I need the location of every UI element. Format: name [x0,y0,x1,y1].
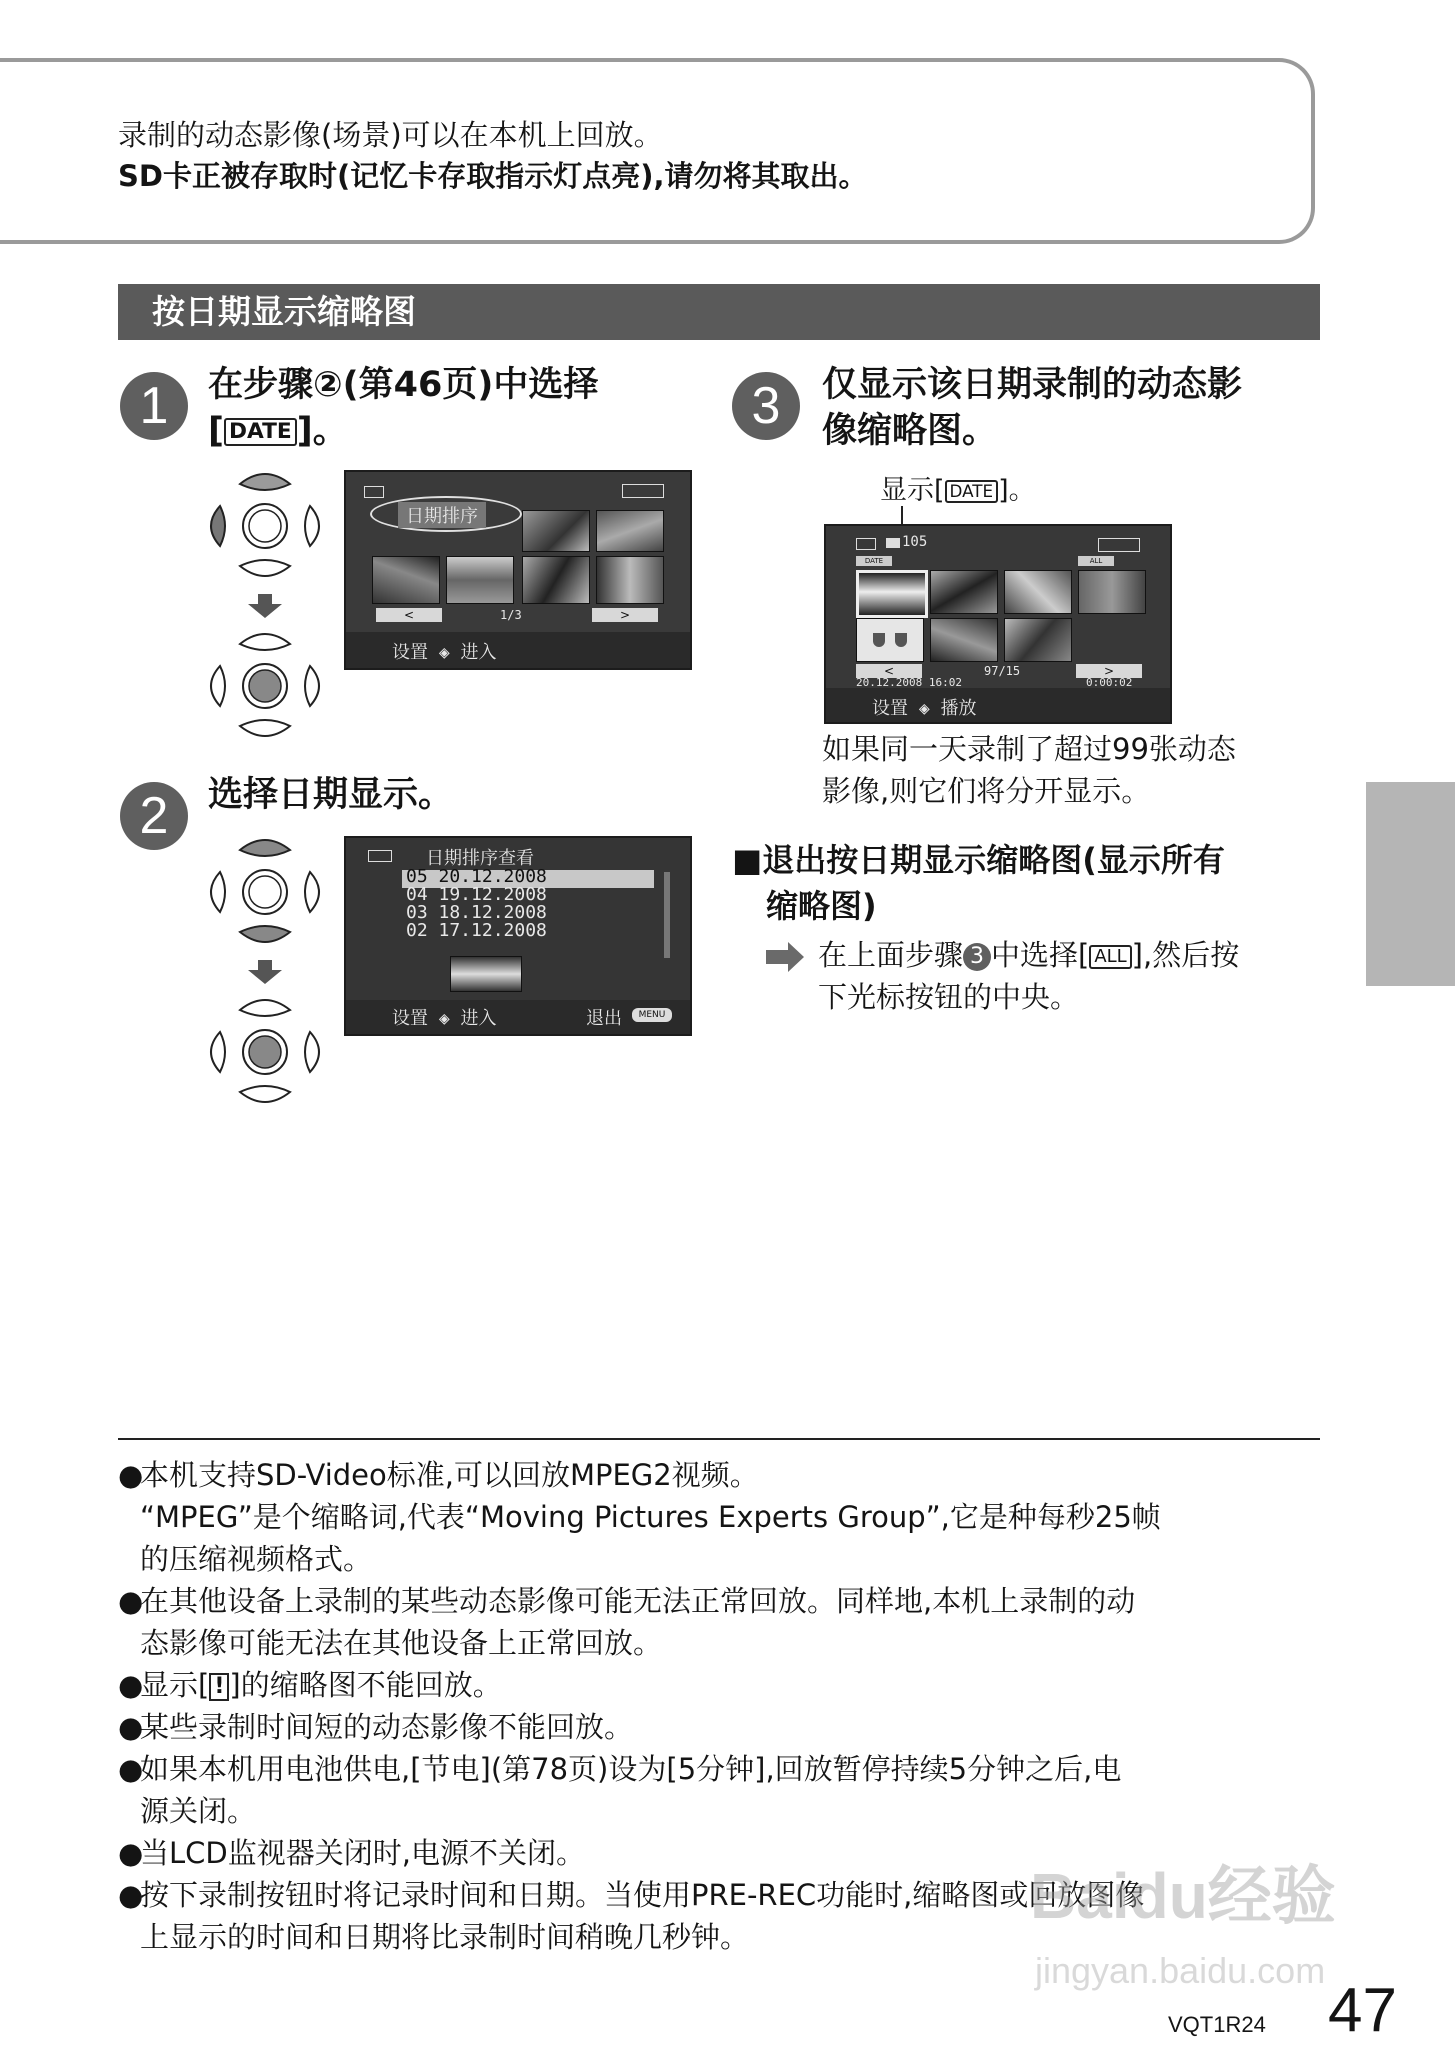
scrollbar[interactable] [664,872,670,958]
cursor-pad-center-pressed [211,634,319,736]
screen2-footer-left: 设置 ◈ 进入 [392,1008,497,1029]
intro-line-2: SD卡正被存取时(记忆卡存取指示灯点亮),请勿将其取出。 [118,159,868,193]
step-1-text-line1: 在步骤②(第46页)中选择 [208,365,599,405]
note-item-continued: 的压缩视频格式。 [140,1542,373,1576]
menu-button-icon: MENU [632,1008,672,1022]
note-item: ●某些录制时间短的动态影像不能回放。 [118,1710,634,1744]
notes-divider [118,1438,1320,1440]
watermark-url: jingyan.baidu.com [1035,1950,1326,1991]
step-1-number: 1 [120,372,188,440]
section-header [118,284,1320,340]
step-3-note-line2: 影像,则它们将分开显示。 [822,774,1151,808]
screen1-footer: 设置 ◈ 进入 [392,642,497,663]
note-item: ●在其他设备上录制的某些动态影像可能无法正常回放。同样地,本机上录制的动 [118,1584,1136,1618]
next-page-button[interactable]: > [592,608,658,622]
step-3-number: 3 [732,372,800,440]
recording-datetime: 20.12.2008 16:02 [856,676,962,689]
note-item-continued: “MPEG”是个缩略词,代表“Moving Pictures Experts Group”,它是种每秒25帧 [140,1500,1161,1534]
step-1-text-line2: [ DATE ]。 [208,411,348,451]
date-view-icon [368,850,392,862]
page-indicator: 1/3 [500,608,522,622]
battery-icon [622,484,664,498]
date-icon: DATE [224,418,297,447]
all-tag[interactable]: ALL [1078,556,1114,566]
date-icon: DATE [945,480,999,503]
arrow-down-icon [248,960,282,984]
chapter-tab [1366,782,1455,986]
recording-time: 0:00:02 [1086,676,1133,689]
screen2-footer-right: 退出 [586,1008,622,1029]
note-item-continued: 源关闭。 [140,1794,257,1828]
prev-page-button[interactable]: < [376,608,442,622]
step-3-text-line1: 仅显示该日期录制的动态影 [822,365,1243,405]
step-3-note-line1: 如果同一天录制了超过99张动态 [822,732,1236,766]
date-tag: DATE [856,556,892,566]
cursor-pad-left-pressed [211,474,319,576]
cursor-pad-diagram-2 [200,832,330,1122]
section-title: 按日期显示缩略图 [152,292,416,331]
exit-title-line2: 缩略图) [766,887,877,925]
note-item: ●当LCD监视器关闭时,电源不关闭。 [118,1836,585,1870]
watermark-brand: Baidu经验 [1030,1860,1336,1932]
warning-icon: ! [209,1673,229,1701]
lcd-screen-3 [824,524,1172,724]
intro-line-1: 录制的动态影像(场景)可以在本机上回放。 [118,118,663,152]
cursor-pad-up-pressed [211,840,319,942]
battery-icon [1098,538,1140,552]
document-code: VQT1R24 [1168,2012,1266,2037]
date-list-row[interactable]: 04 19.12.2008 [406,884,547,905]
arrow-right-icon [766,942,806,972]
arrow-down-icon [248,594,282,618]
step-3-ref-icon: 3 [963,943,991,971]
next-page-button[interactable]: > [1076,664,1142,678]
scene-count: 105 [902,534,928,550]
play-mode-icon [856,538,876,550]
cursor-pad-diagram-1 [200,466,330,756]
note-item: ●按下录制按钮时将记录时间和日期。当使用PRE-REC功能时,缩略图或回放图像 [118,1878,1145,1912]
date-list-row[interactable]: 03 18.12.2008 [406,902,547,923]
lcd-screen-2 [344,836,692,1036]
step-3-text-line2: 像缩略图。 [822,411,998,451]
note-item-continued: 上显示的时间和日期将比录制时间稍晚几秒钟。 [140,1920,750,1954]
page-indicator: 97/15 [984,664,1021,678]
selected-thumbnail [856,570,928,618]
note-item: ●如果本机用电池供电,[节电](第78页)设为[5分钟],回放暂停持续5分钟之后,电 [118,1752,1122,1786]
exit-instruction-line1: 在上面步骤 3 中选择[ ALL ],然后按 [818,938,1240,972]
page-number: 47 [1328,1976,1397,2045]
date-list-row[interactable]: 05 20.12.2008 [406,866,547,887]
note-item-continued: 态影像可能无法在其他设备上正常回放。 [140,1626,663,1660]
date-sort-label: 日期排序 [398,502,486,528]
exit-instruction-line2: 下光标按钮的中央。 [818,980,1080,1014]
step-2-number: 2 [120,782,188,850]
step-2-text: 选择日期显示。 [208,775,454,815]
date-display-caption: 显示[ DATE ]。 [880,475,1036,506]
note-item: ●显示[ ! ]的缩略图不能回放。 [118,1668,502,1702]
date-list-row[interactable]: 02 17.12.2008 [406,920,547,941]
exit-title-line1: ■退出按日期显示缩略图(显示所有 [732,841,1225,879]
date-list-title: 日期排序查看 [426,848,534,869]
all-icon: ALL [1089,945,1131,970]
note-item: ●本机支持SD-Video标准,可以回放MPEG2视频。 [118,1458,759,1492]
date-icon [886,538,900,548]
lcd-screen-1 [344,470,692,670]
prev-page-button[interactable]: < [856,664,922,678]
cursor-pad-center-pressed [211,1000,319,1102]
play-mode-icon [364,486,384,498]
screen3-footer: 设置 ◈ 播放 [872,698,977,719]
